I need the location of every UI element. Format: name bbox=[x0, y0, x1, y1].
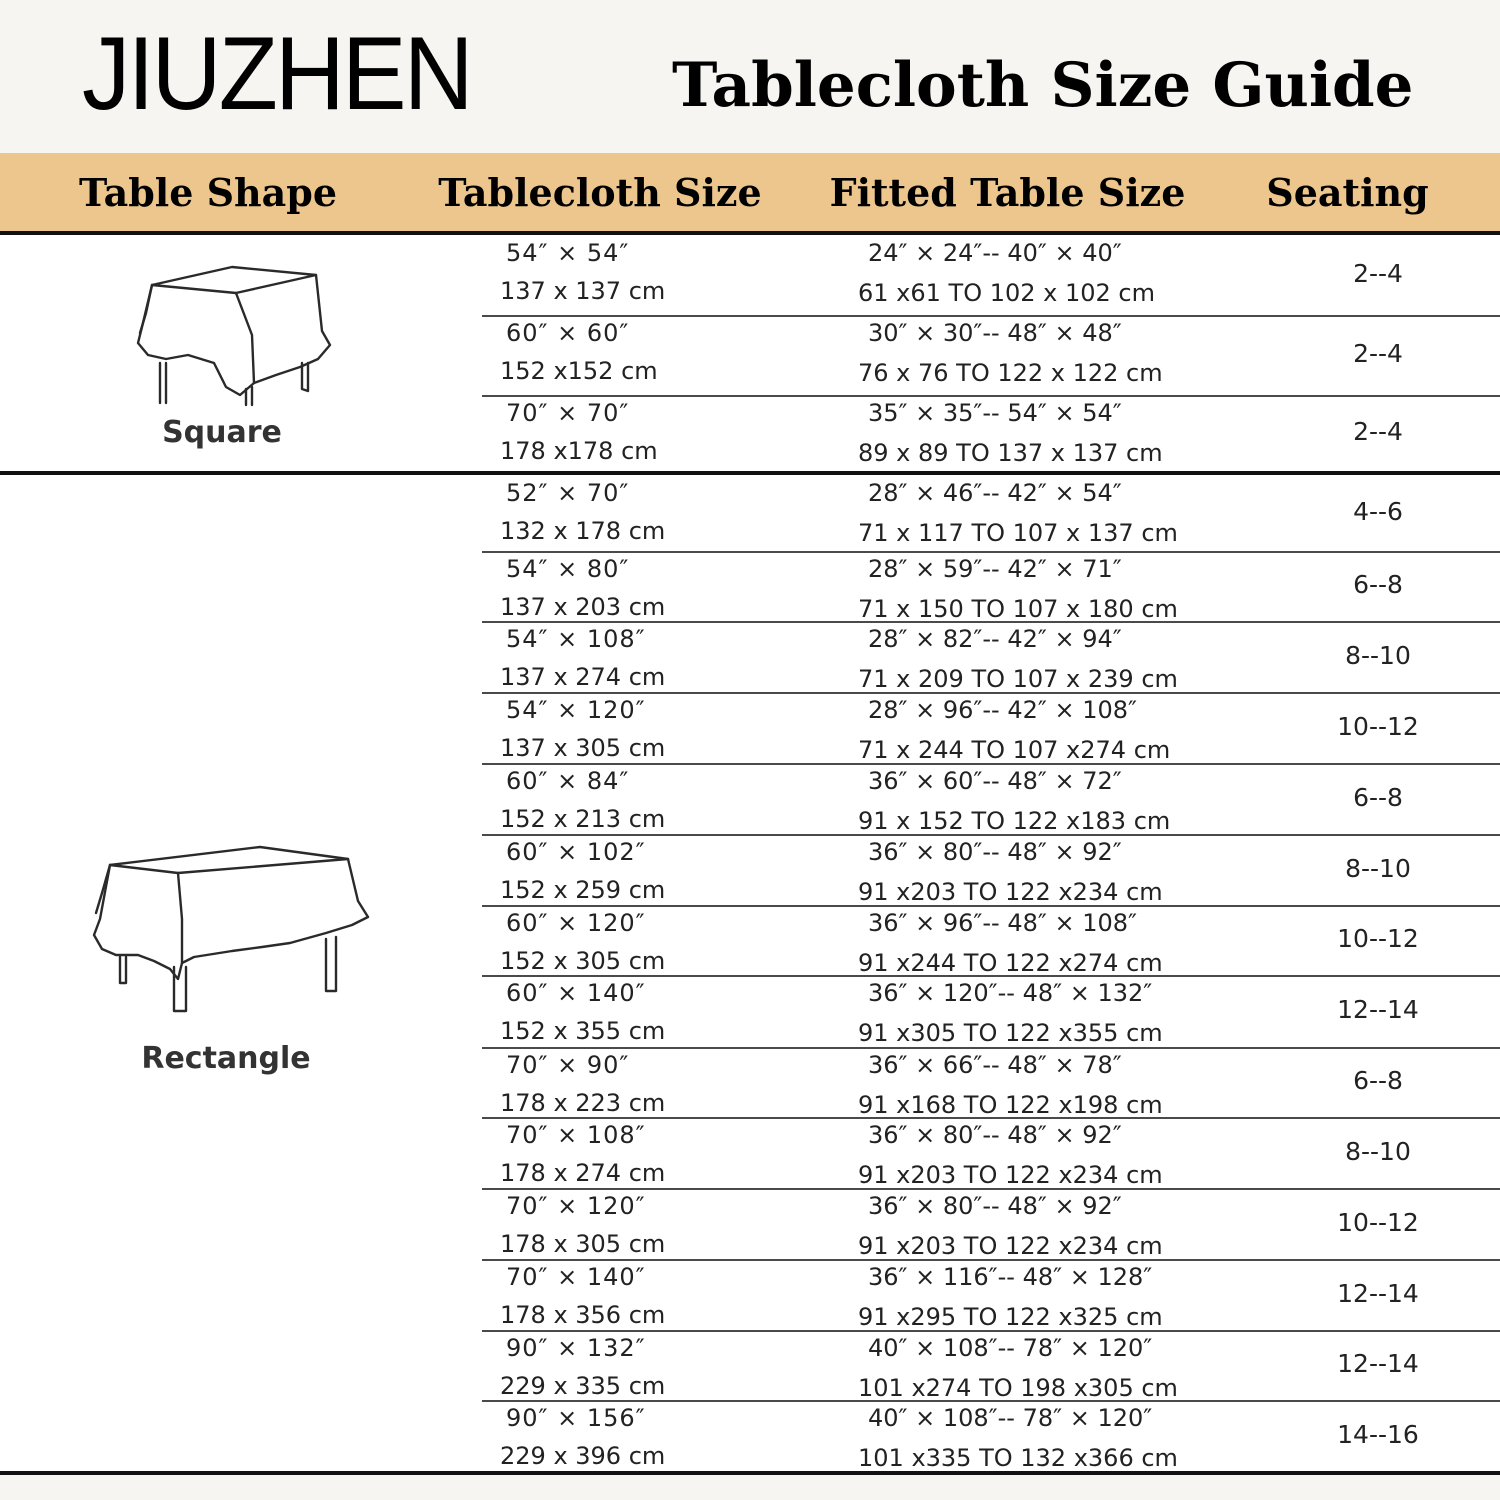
tablecloth-size-inches: 70″ × 90″ bbox=[506, 1051, 630, 1079]
table-row bbox=[482, 551, 1500, 623]
square-table-icon bbox=[130, 263, 335, 413]
tablecloth-size-inches: 54″ × 54″ bbox=[506, 239, 630, 267]
tablecloth-size-cm: 178 x178 cm bbox=[500, 437, 658, 465]
seating-value: 2--4 bbox=[1353, 259, 1403, 288]
tablecloth-size-cm: 152 x 305 cm bbox=[500, 947, 666, 975]
fitted-size-inches: 36″ × 60″-- 48″ × 72″ bbox=[868, 767, 1122, 795]
header-seating: Seating bbox=[1266, 170, 1429, 215]
fitted-size-inches: 40″ × 108″-- 78″ × 120″ bbox=[868, 1404, 1153, 1432]
fitted-size-inches: 36″ × 80″-- 48″ × 92″ bbox=[868, 1121, 1122, 1149]
fitted-size-inches: 36″ × 120″-- 48″ × 132″ bbox=[868, 979, 1153, 1007]
tablecloth-size-cm: 152 x 355 cm bbox=[500, 1017, 666, 1045]
tablecloth-size-cm: 178 x 356 cm bbox=[500, 1301, 666, 1329]
seating-value: 10--12 bbox=[1337, 712, 1419, 741]
fitted-size-cm: 61 x61 TO 102 x 102 cm bbox=[858, 279, 1155, 307]
fitted-size-cm: 91 x305 TO 122 x355 cm bbox=[858, 1019, 1163, 1047]
tablecloth-size-inches: 54″ × 120″ bbox=[506, 696, 646, 724]
seating-value: 10--12 bbox=[1337, 924, 1419, 953]
tablecloth-size-inches: 60″ × 120″ bbox=[506, 909, 646, 937]
bottom-margin bbox=[0, 1475, 1500, 1500]
column-header-row bbox=[0, 153, 1500, 235]
fitted-size-inches: 28″ × 46″-- 42″ × 54″ bbox=[868, 479, 1122, 507]
fitted-size-inches: 30″ × 30″-- 48″ × 48″ bbox=[868, 319, 1122, 347]
shape-label-square: Square bbox=[162, 415, 282, 450]
fitted-size-cm: 89 x 89 TO 137 x 137 cm bbox=[858, 439, 1163, 467]
fitted-size-inches: 36″ × 80″-- 48″ × 92″ bbox=[868, 1192, 1122, 1220]
table-row bbox=[482, 1117, 1500, 1190]
table-row bbox=[482, 1047, 1500, 1119]
fitted-size-inches: 24″ × 24″-- 40″ × 40″ bbox=[868, 239, 1122, 267]
table-row bbox=[482, 1330, 1500, 1402]
shape-cell-rectangle bbox=[0, 475, 480, 1471]
tablecloth-size-inches: 60″ × 84″ bbox=[506, 767, 630, 795]
seating-value: 6--8 bbox=[1353, 1066, 1403, 1095]
tablecloth-size-cm: 152 x 259 cm bbox=[500, 876, 666, 904]
seating-value: 6--8 bbox=[1353, 783, 1403, 812]
seating-value: 10--12 bbox=[1337, 1208, 1419, 1237]
fitted-size-cm: 91 x203 TO 122 x234 cm bbox=[858, 1232, 1163, 1260]
seating-value: 12--14 bbox=[1337, 1279, 1419, 1308]
header-tablecloth-size: Tablecloth Size bbox=[438, 170, 762, 215]
rectangle-table-icon bbox=[90, 843, 375, 1018]
tablecloth-size-cm: 178 x 305 cm bbox=[500, 1230, 666, 1258]
tablecloth-size-cm: 229 x 396 cm bbox=[500, 1442, 666, 1470]
tablecloth-size-inches: 60″ × 140″ bbox=[506, 979, 646, 1007]
fitted-size-cm: 101 x335 TO 132 x366 cm bbox=[858, 1444, 1178, 1472]
table-row bbox=[482, 834, 1500, 907]
fitted-size-cm: 101 x274 TO 198 x305 cm bbox=[858, 1374, 1178, 1402]
table-row bbox=[482, 315, 1500, 397]
fitted-size-cm: 91 x 152 TO 122 x183 cm bbox=[858, 807, 1171, 835]
square-section bbox=[0, 235, 1500, 475]
table-row bbox=[482, 1259, 1500, 1332]
tablecloth-size-inches: 52″ × 70″ bbox=[506, 479, 630, 507]
tablecloth-size-inches: 60″ × 102″ bbox=[506, 838, 646, 866]
fitted-size-inches: 35″ × 35″-- 54″ × 54″ bbox=[868, 399, 1122, 427]
tablecloth-size-cm: 137 x 274 cm bbox=[500, 663, 666, 691]
seating-value: 8--10 bbox=[1345, 1137, 1411, 1166]
fitted-size-inches: 36″ × 96″-- 48″ × 108″ bbox=[868, 909, 1137, 937]
fitted-size-inches: 36″ × 80″-- 48″ × 92″ bbox=[868, 838, 1122, 866]
header-table-shape: Table Shape bbox=[78, 170, 338, 215]
tablecloth-size-cm: 152 x 213 cm bbox=[500, 805, 666, 833]
fitted-size-cm: 71 x 117 TO 107 x 137 cm bbox=[858, 519, 1178, 547]
seating-value: 2--4 bbox=[1353, 417, 1403, 446]
fitted-size-cm: 71 x 209 TO 107 x 239 cm bbox=[858, 665, 1178, 693]
rectangle-section bbox=[0, 475, 1500, 1475]
tablecloth-size-inches: 90″ × 132″ bbox=[506, 1334, 646, 1362]
table-row bbox=[482, 621, 1500, 694]
table-row bbox=[482, 975, 1500, 1049]
fitted-size-cm: 91 x244 TO 122 x274 cm bbox=[858, 949, 1163, 977]
table-row bbox=[482, 475, 1500, 553]
tablecloth-size-cm: 229 x 335 cm bbox=[500, 1372, 666, 1400]
tablecloth-size-inches: 54″ × 108″ bbox=[506, 625, 646, 653]
seating-value: 12--14 bbox=[1337, 1349, 1419, 1378]
table-row bbox=[482, 763, 1500, 836]
tablecloth-size-inches: 70″ × 140″ bbox=[506, 1263, 646, 1291]
page-title: Tablecloth Size Guide bbox=[672, 50, 1414, 121]
tablecloth-size-cm: 152 x152 cm bbox=[500, 357, 658, 385]
seating-value: 2--4 bbox=[1353, 339, 1403, 368]
table-row bbox=[482, 1188, 1500, 1261]
fitted-size-cm: 91 x203 TO 122 x234 cm bbox=[858, 1161, 1163, 1189]
fitted-size-inches: 40″ × 108″-- 78″ × 120″ bbox=[868, 1334, 1153, 1362]
shape-label-rectangle: Rectangle bbox=[141, 1041, 311, 1076]
table-row bbox=[482, 692, 1500, 765]
table-row bbox=[482, 1400, 1500, 1471]
header-fitted-table-size: Fitted Table Size bbox=[829, 170, 1186, 215]
tablecloth-size-cm: 137 x 203 cm bbox=[500, 593, 666, 621]
size-table bbox=[0, 235, 1500, 1500]
seating-value: 8--10 bbox=[1345, 641, 1411, 670]
tablecloth-size-inches: 70″ × 120″ bbox=[506, 1192, 646, 1220]
tablecloth-size-inches: 70″ × 70″ bbox=[506, 399, 630, 427]
fitted-size-cm: 76 x 76 TO 122 x 122 cm bbox=[858, 359, 1163, 387]
tablecloth-size-inches: 60″ × 60″ bbox=[506, 319, 630, 347]
fitted-size-cm: 91 x168 TO 122 x198 cm bbox=[858, 1091, 1163, 1119]
tablecloth-size-cm: 178 x 274 cm bbox=[500, 1159, 666, 1187]
tablecloth-size-cm: 137 x 305 cm bbox=[500, 734, 666, 762]
fitted-size-inches: 28″ × 96″-- 42″ × 108″ bbox=[868, 696, 1137, 724]
tablecloth-size-cm: 178 x 223 cm bbox=[500, 1089, 666, 1117]
table-row bbox=[482, 905, 1500, 977]
seating-value: 8--10 bbox=[1345, 854, 1411, 883]
seating-value: 12--14 bbox=[1337, 995, 1419, 1024]
fitted-size-cm: 71 x 244 TO 107 x274 cm bbox=[858, 736, 1171, 764]
tablecloth-size-inches: 70″ × 108″ bbox=[506, 1121, 646, 1149]
fitted-size-cm: 91 x295 TO 122 x325 cm bbox=[858, 1303, 1163, 1331]
fitted-size-inches: 36″ × 116″-- 48″ × 128″ bbox=[868, 1263, 1153, 1291]
fitted-size-inches: 28″ × 82″-- 42″ × 94″ bbox=[868, 625, 1122, 653]
seating-value: 6--8 bbox=[1353, 570, 1403, 599]
tablecloth-size-cm: 137 x 137 cm bbox=[500, 277, 666, 305]
table-row bbox=[482, 395, 1500, 471]
fitted-size-cm: 91 x203 TO 122 x234 cm bbox=[858, 878, 1163, 906]
tablecloth-size-cm: 132 x 178 cm bbox=[500, 517, 666, 545]
brand-logo: JIUZHEN bbox=[82, 16, 471, 132]
fitted-size-cm: 71 x 150 TO 107 x 180 cm bbox=[858, 595, 1178, 623]
fitted-size-inches: 28″ × 59″-- 42″ × 71″ bbox=[868, 555, 1122, 583]
fitted-size-inches: 36″ × 66″-- 48″ × 78″ bbox=[868, 1051, 1122, 1079]
table-row bbox=[482, 235, 1500, 317]
tablecloth-size-inches: 90″ × 156″ bbox=[506, 1404, 646, 1432]
seating-value: 4--6 bbox=[1353, 497, 1403, 526]
shape-cell-square bbox=[0, 235, 480, 471]
page-header bbox=[0, 0, 1500, 153]
seating-value: 14--16 bbox=[1337, 1420, 1419, 1449]
tablecloth-size-inches: 54″ × 80″ bbox=[506, 555, 630, 583]
